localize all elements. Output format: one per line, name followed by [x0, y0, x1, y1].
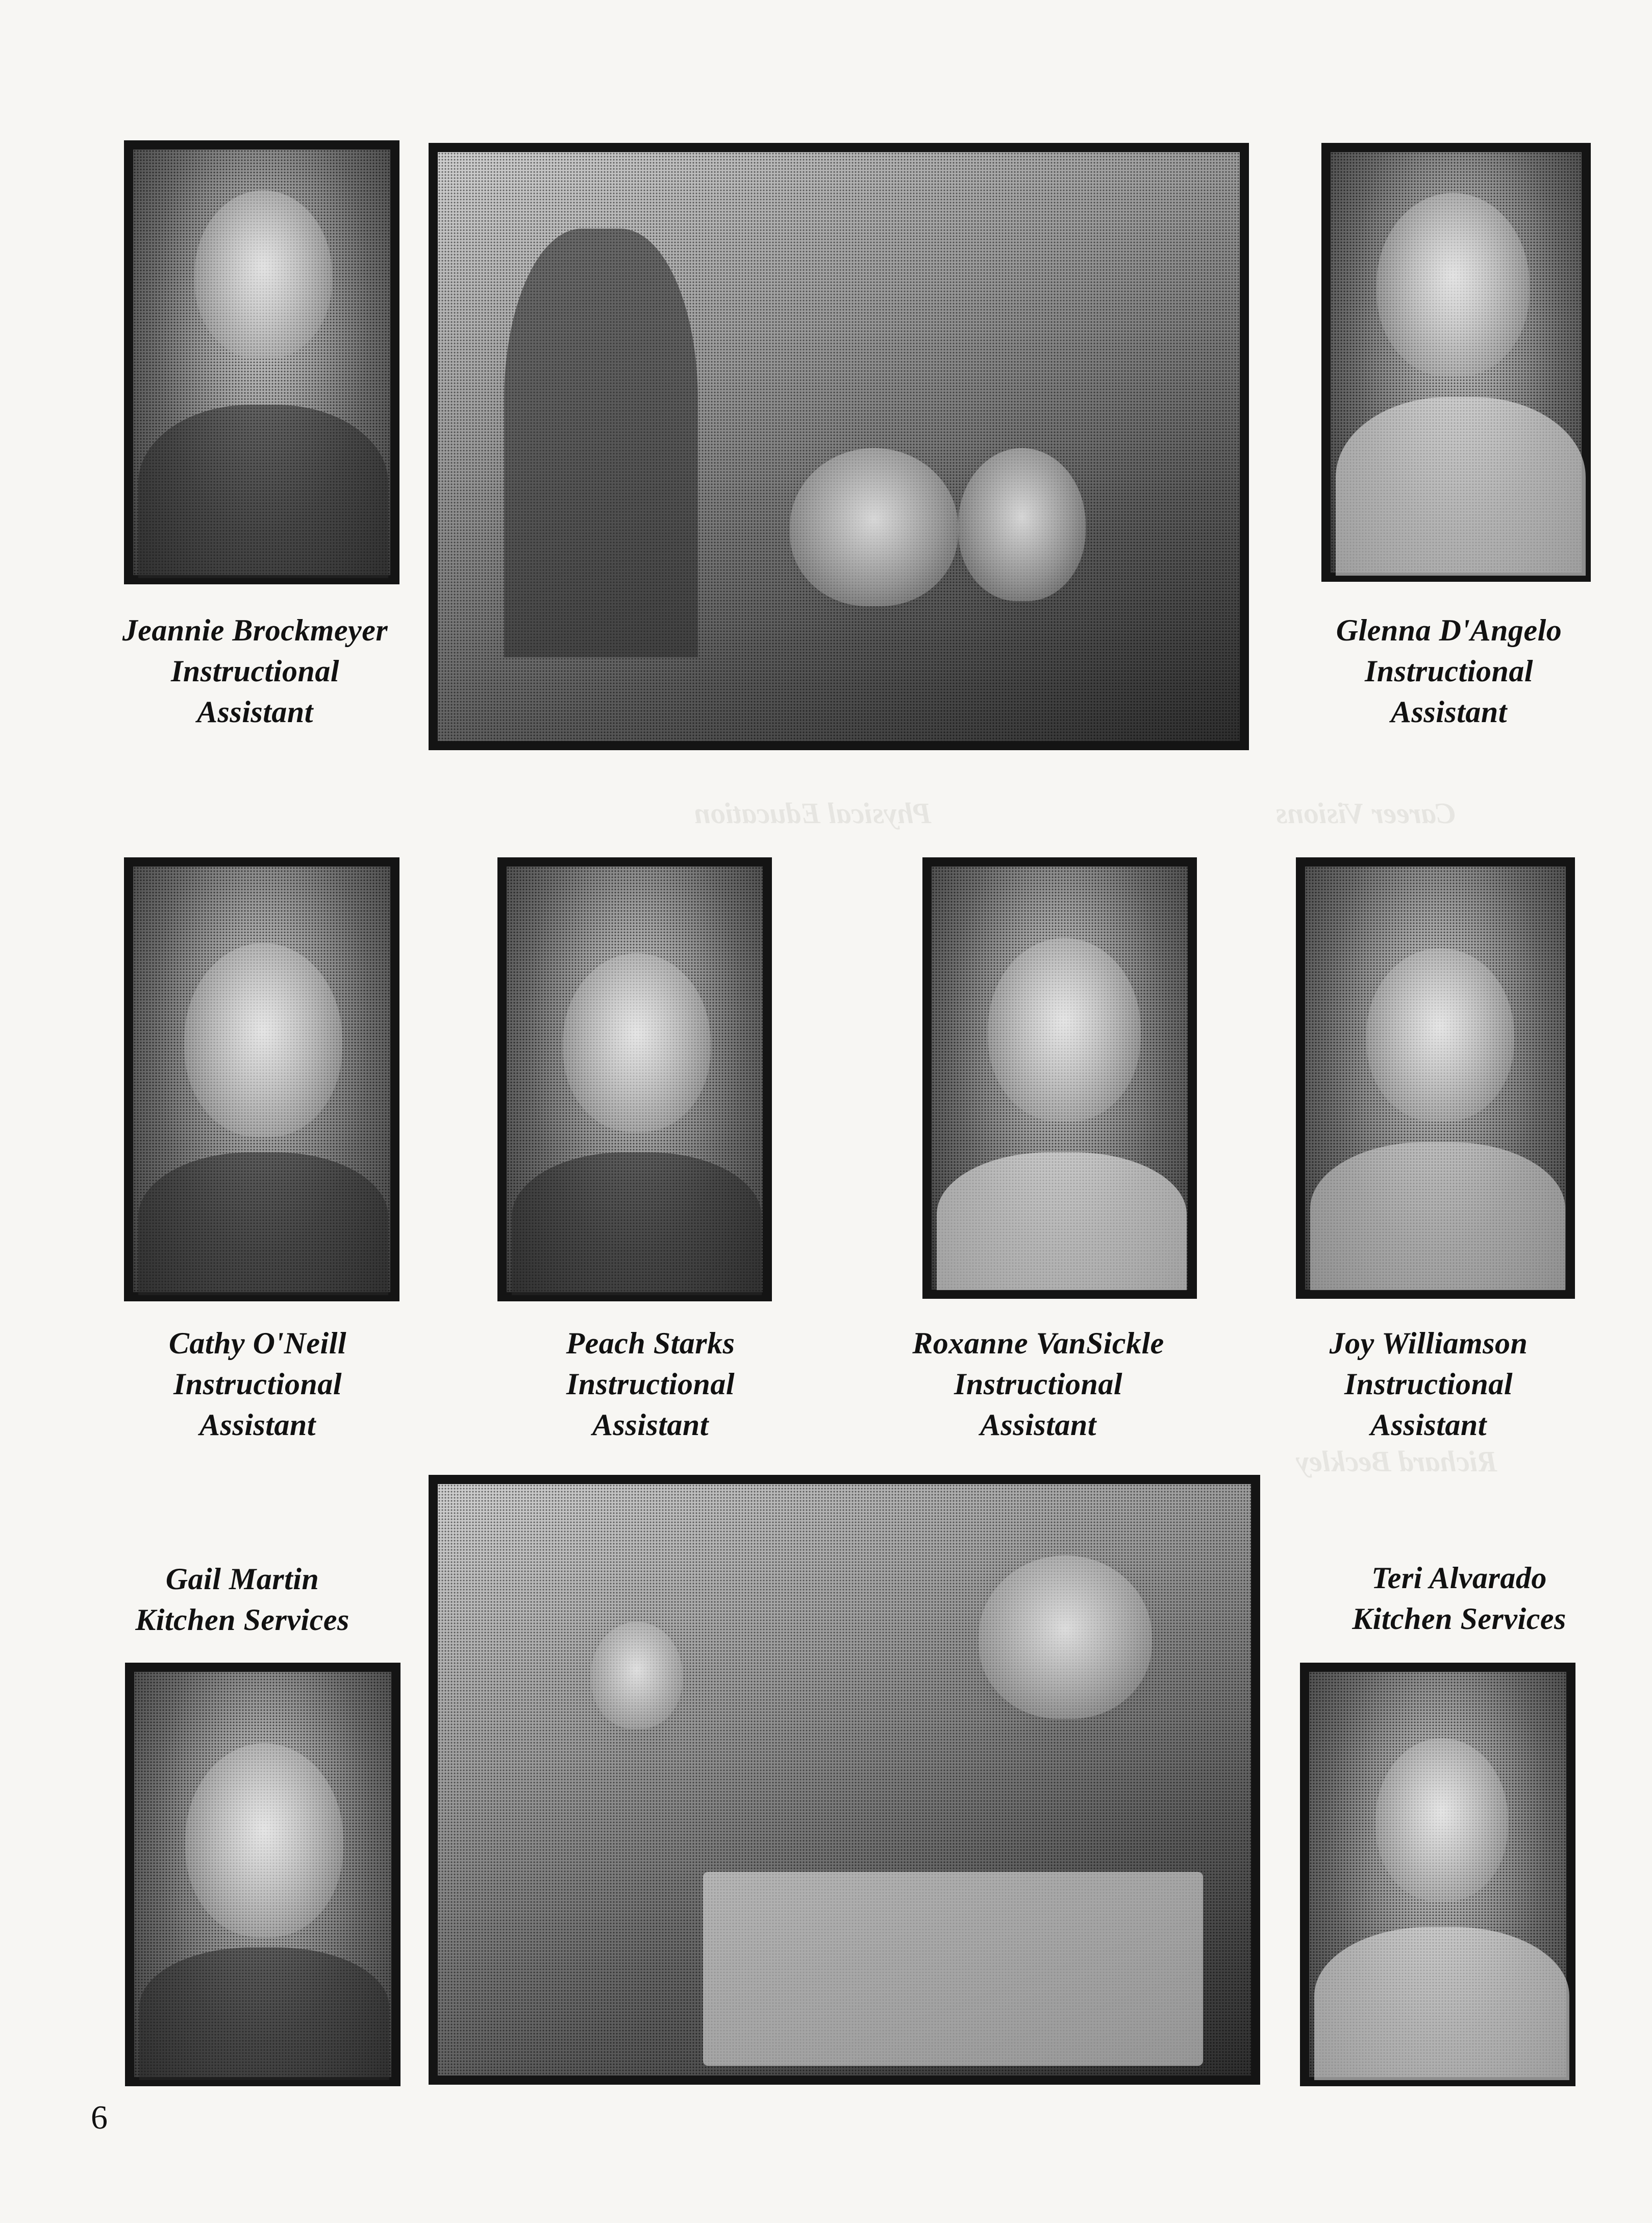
caption-roxanne-vansickle: [862, 1323, 1214, 1445]
staff-name: Joy Williamson: [1329, 1326, 1528, 1360]
portrait-photo-cathy-oneill: [124, 857, 399, 1301]
portrait-photo-teri-alvarado: [1300, 1663, 1575, 2086]
staff-role: Assistant: [592, 1408, 709, 1442]
page-number: 6: [91, 2099, 108, 2136]
portrait-photo-peach-starks: [497, 857, 772, 1301]
portrait-photo-gail-martin: [125, 1663, 401, 2086]
staff-role: Assistant: [1370, 1408, 1487, 1442]
staff-name: Jeannie Brockmeyer: [122, 613, 388, 647]
caption-joy-williamson: [1253, 1323, 1605, 1445]
group-photo-classroom: [429, 143, 1249, 750]
staff-role: Assistant: [980, 1408, 1096, 1442]
staff-role: Assistant: [197, 695, 313, 729]
staff-role: Kitchen Services: [1352, 1602, 1566, 1636]
caption-cathy-oneill: [82, 1323, 434, 1445]
staff-name: Roxanne VanSickle: [912, 1326, 1164, 1360]
staff-role: Instructional: [566, 1367, 735, 1401]
staff-name: Cathy O'Neill: [168, 1326, 347, 1360]
staff-role: Assistant: [199, 1408, 316, 1442]
staff-role: Instructional: [173, 1367, 342, 1401]
caption-gail-martin: [82, 1559, 403, 1640]
staff-name: Teri Alvarado: [1371, 1561, 1547, 1595]
bleed-through-text: Physical Education: [694, 797, 932, 830]
staff-role: Instructional: [1365, 654, 1533, 688]
portrait-photo-jeannie-brockmeyer: [124, 140, 399, 584]
staff-name: Glenna D'Angelo: [1336, 613, 1562, 647]
portrait-photo-glenna-dangelo: [1321, 143, 1591, 582]
group-photo-students-at-table: [429, 1475, 1260, 2085]
staff-role: Instructional: [954, 1367, 1122, 1401]
portrait-photo-joy-williamson: [1296, 857, 1575, 1299]
bleed-through-text: Richard Beckley: [1296, 1445, 1497, 1478]
staff-role: Kitchen Services: [135, 1603, 349, 1637]
caption-teri-alvarado: [1296, 1558, 1622, 1639]
caption-jeannie-brockmeyer: [82, 610, 429, 732]
staff-role: Instructional: [1344, 1367, 1513, 1401]
caption-peach-starks: [474, 1323, 827, 1445]
bleed-through-text: Career Visions: [1275, 797, 1456, 830]
caption-glenna-dangelo: [1275, 610, 1622, 732]
portrait-photo-roxanne-vansickle: [922, 857, 1197, 1299]
staff-name: Peach Starks: [566, 1326, 735, 1360]
staff-role: Assistant: [1391, 695, 1507, 729]
staff-name: Gail Martin: [165, 1562, 319, 1596]
staff-role: Instructional: [171, 654, 339, 688]
